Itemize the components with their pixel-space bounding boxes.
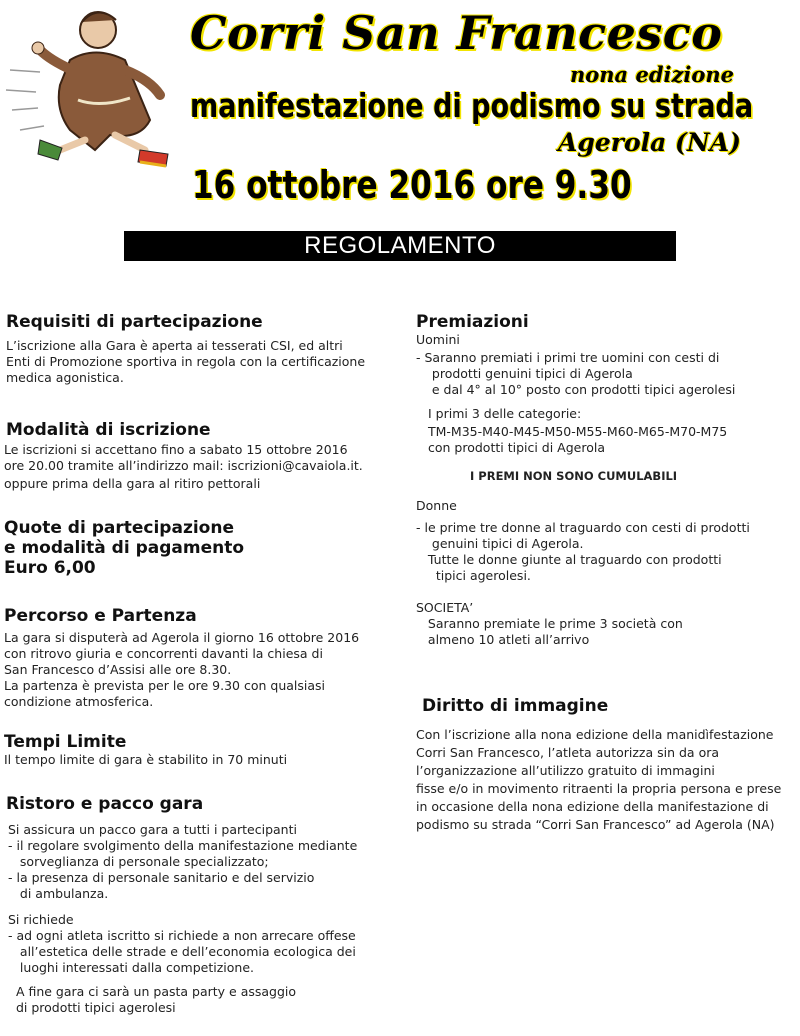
text-line: - Saranno premiati i primi tre uomini con cesti di xyxy=(416,350,720,365)
edition-label: nona edizione xyxy=(570,62,735,87)
section-diritto xyxy=(416,696,781,834)
section-requisiti xyxy=(6,312,365,386)
running-friar-illustration xyxy=(0,0,200,185)
text-line: - la presenza di personale sanitario e del servizio xyxy=(8,870,315,885)
section-ristoro xyxy=(6,794,357,1016)
text-line: condizione atmosferica. xyxy=(4,694,154,709)
text-line: Si assicura un pacco gara a tutti i partecipanti xyxy=(8,822,297,837)
section-premiazioni xyxy=(416,312,750,648)
text-line: La partenza è prevista per le ore 9.30 con qualsiasi xyxy=(4,678,326,693)
text-line: L’iscrizione alla Gara è aperta ai tesserati CSI, ed altri xyxy=(6,338,343,353)
text-line: - il regolare svolgimento della manifestazione mediante xyxy=(8,838,358,853)
text-line: almeno 10 atleti all’arrivo xyxy=(416,632,590,647)
text-line: luoghi interessati dalla competizione. xyxy=(8,960,254,975)
section-title: Requisiti di partecipazione xyxy=(6,312,263,332)
text-line: Il tempo limite di gara è stabilito in 70 minuti xyxy=(4,752,288,767)
text-line: oppure prima della gara al ritiro pettorali xyxy=(4,476,261,491)
text-line: - ad ogni atleta iscritto si richiede a non arrecare offese xyxy=(8,928,356,943)
section-title: Tempi Limite xyxy=(4,732,127,752)
section-percorso xyxy=(4,606,359,710)
categories-list: TM-M35-M40-M45-M50-M55-M60-M65-M70-M75 xyxy=(428,424,728,439)
category-label: SOCIETA’ xyxy=(416,600,474,615)
text-line: Con l’iscrizione alla nona edizione della manidìfestazione xyxy=(416,727,774,742)
text-line: e dal 4° al 10° posto con prodotti tipici agerolesi xyxy=(416,382,736,397)
text-line: all’estetica delle strade e dell’economia ecologica dei xyxy=(8,944,356,959)
text-line: podismo su strada “Corri San Francesco” ad Agerola (NA) xyxy=(416,817,775,832)
text-line: tipici agerolesi. xyxy=(416,568,531,583)
section-tempi xyxy=(4,732,287,768)
text-line: Corri San Francesco, l’atleta autorizza sin da ora xyxy=(416,745,720,760)
text-line: medica agonistica. xyxy=(6,370,124,385)
event-date: 16 ottobre 2016 ore 9.30 xyxy=(192,163,632,207)
text-line: Tutte le donne giunte al traguardo con prodotti xyxy=(416,552,722,567)
section-title: Diritto di immagine xyxy=(422,696,609,716)
text-line: con ritrovo giuria e concorrenti davanti la chiesa di xyxy=(4,646,323,661)
text-line: Enti di Promozione sportiva in regola con la certificazione xyxy=(6,354,366,369)
event-subtitle: manifestazione di podismo su strada xyxy=(190,86,754,125)
section-title: Percorso e Partenza xyxy=(4,606,197,626)
text-line: - le prime tre donne al traguardo con cesti di prodotti xyxy=(416,520,750,535)
price-label: Euro 6,00 xyxy=(4,558,96,578)
text-line: di prodotti tipici agerolesi xyxy=(8,1000,176,1015)
section-title: Premiazioni xyxy=(416,312,529,332)
text-line: genuini tipici di Agerola. xyxy=(416,536,584,551)
regolamento-banner: REGOLAMENTO xyxy=(124,231,676,261)
text-line: San Francesco d’Assisi alle ore 8.30. xyxy=(4,662,232,677)
text-line: ore 20.00 tramite all’indirizzo mail: iscrizioni@cavaiola.it. xyxy=(4,458,363,473)
text-line: prodotti genuini tipici di Agerola xyxy=(416,366,633,381)
text-line: sorveglianza di personale specializzato; xyxy=(8,854,269,869)
text-line: La gara si disputerà ad Agerola il giorno 16 ottobre 2016 xyxy=(4,630,360,645)
text-line: I primi 3 delle categorie: xyxy=(428,406,582,421)
section-modalita xyxy=(6,420,363,492)
section-title: Modalità di iscrizione xyxy=(6,420,211,440)
section-title: e modalità di pagamento xyxy=(4,538,245,558)
category-label: Uomini xyxy=(416,332,460,347)
text-line: di ambulanza. xyxy=(8,886,109,901)
section-quote xyxy=(4,518,244,578)
event-title: Corri San Francesco xyxy=(190,6,723,60)
text-line: Saranno premiate le prime 3 società con xyxy=(416,616,683,631)
text-line: Le iscrizioni si accettano fino a sabato 15 ottobre 2016 xyxy=(4,442,348,457)
text-line: fisse e/o in movimento ritraenti la propria persona e prese xyxy=(416,781,782,796)
text-line: l’organizzazione all’utilizzo gratuito di immagini xyxy=(416,763,715,778)
non-cumulabili-notice: I PREMI NON SONO CUMULABILI xyxy=(470,469,678,483)
section-title: Ristoro e pacco gara xyxy=(6,794,204,814)
text-line: Si richiede xyxy=(8,912,74,927)
text-line: con prodotti tipici di Agerola xyxy=(428,440,605,455)
text-line: in occasione della nona edizione della manifestazione di xyxy=(416,799,769,814)
text-line: A fine gara ci sarà un pasta party e assaggio xyxy=(8,984,297,999)
category-label: Donne xyxy=(416,498,457,513)
event-location: Agerola (NA) xyxy=(558,128,741,157)
section-title: Quote di partecipazione xyxy=(4,518,234,538)
